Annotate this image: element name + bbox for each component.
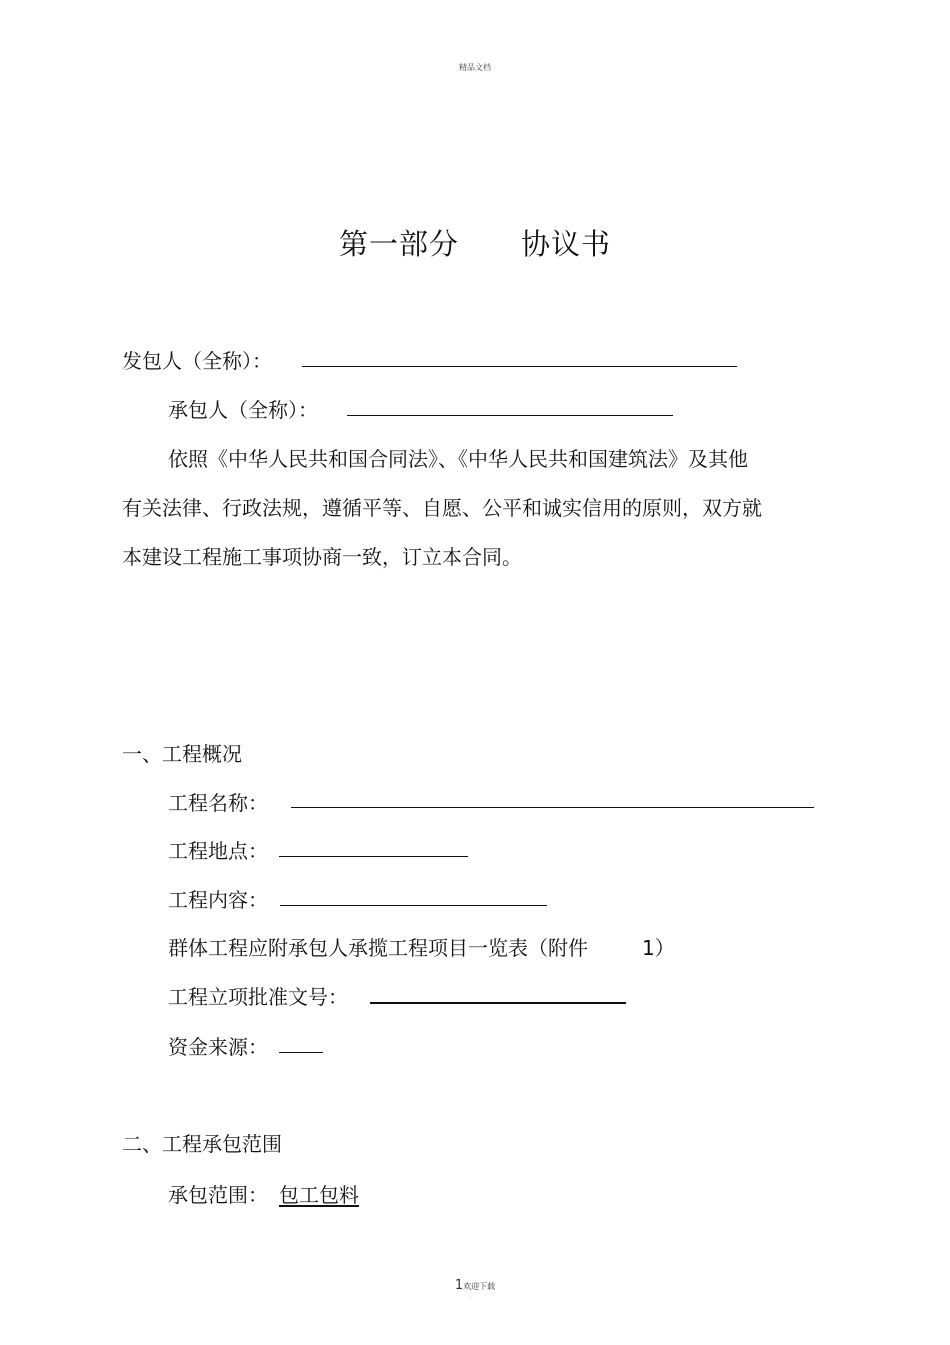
title-name: 协议书	[521, 227, 612, 261]
preamble-line-2: 有关法律、行政法规，遵循平等、自愿、公平和诚实信用的原则，双方就	[122, 496, 762, 520]
scope-value: 包工包料	[279, 1183, 359, 1207]
section2-heading: 二、工程承包范围	[122, 1132, 282, 1156]
group-note: 群体工程应附承包人承揽工程项目一览表（附件	[168, 936, 588, 960]
project-content-label: 工程内容：	[168, 888, 268, 912]
approval-number-label: 工程立项批准文号：	[168, 985, 348, 1009]
footer-text: 欢迎下载	[463, 1282, 496, 1291]
page-number: 1	[454, 1278, 464, 1293]
title-part: 第一部分	[338, 227, 459, 261]
project-location-label: 工程地点：	[168, 839, 268, 863]
employer-blank	[302, 366, 737, 367]
preamble-line-3: 本建设工程施工事项协商一致，订立本合同。	[122, 545, 522, 569]
contractor-blank	[347, 415, 673, 416]
employer-label: 发包人（全称）：	[122, 349, 272, 373]
contractor-label: 承包人（全称）：	[168, 398, 318, 422]
approval-number-blank	[370, 1002, 626, 1004]
project-name-blank	[291, 807, 814, 808]
header-watermark: 精品文档	[459, 63, 491, 72]
funding-source-label: 资金来源：	[168, 1035, 268, 1059]
project-location-blank	[279, 856, 468, 857]
group-note-number: 1）	[642, 936, 675, 960]
page-footer	[0, 1278, 950, 1293]
project-name-label: 工程名称：	[168, 791, 268, 815]
scope-label: 承包范围：	[168, 1183, 268, 1207]
funding-source-blank	[279, 1052, 323, 1053]
preamble-line-1: 依照《中华人民共和国合同法》、《中华人民共和国建筑法》及其他	[168, 447, 748, 471]
footer-dot: .	[470, 1293, 472, 1300]
document-title	[0, 222, 950, 263]
project-content-blank	[280, 905, 547, 906]
section1-heading: 一、工程概况	[122, 742, 242, 766]
